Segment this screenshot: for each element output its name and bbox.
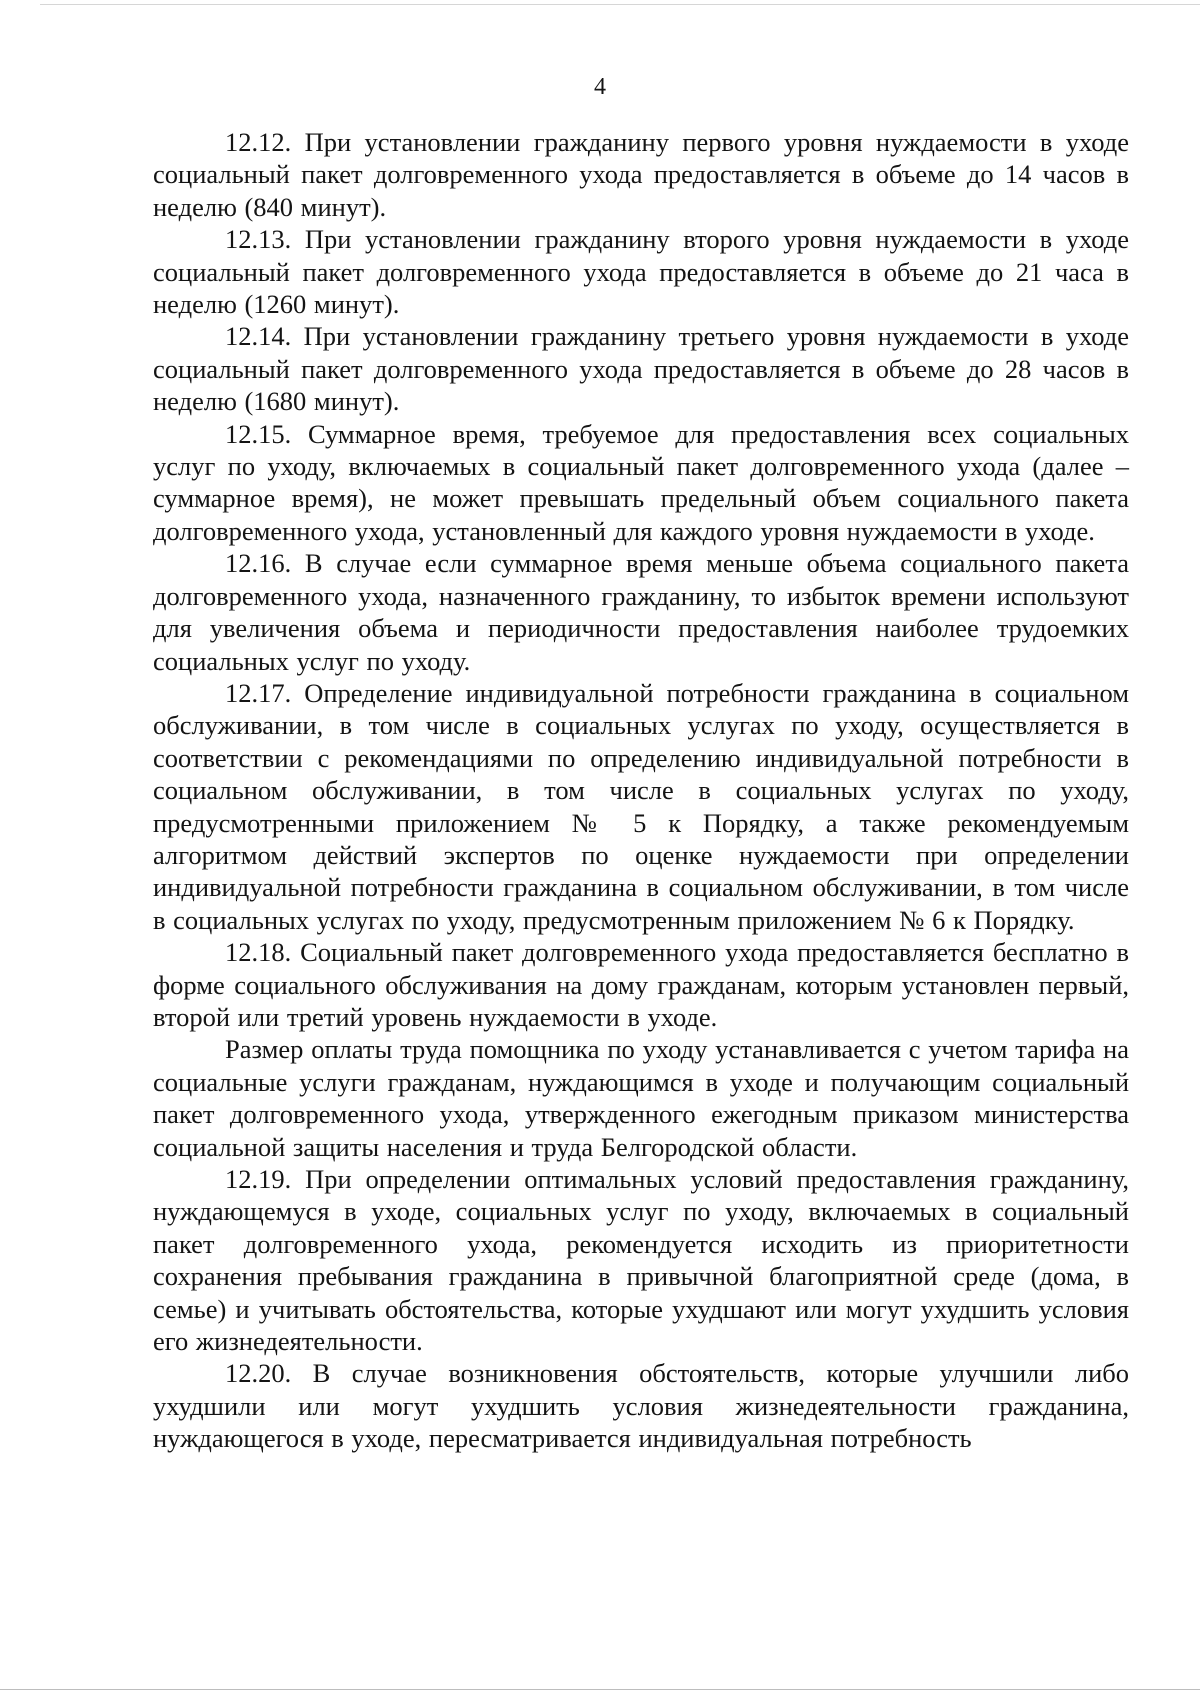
paragraph-12-17: 12.17. Определение индивидуальной потребности гражданина в социальном обслуживании, в том числе в социальных услугах по уходу, осуществляется в соответствии с рекомендациями по определению индивидуальной потребности в социальном обслуживании, в том числе в социальных услугах по уходу, предусмотренными приложением № 5 к Порядку, а также рекомендуемым алгоритмом действий экспертов по оценке нуждаемости при определении индивидуальной потребности гражданина в социальном обслуживании, в том числе в социальных услугах по уходу, предусмотренным приложением № 6 к Порядку. xyxy=(153,677,1129,935)
paragraph-payment: Размер оплаты труда помощника по уходу устанавливается с учетом тарифа на социальные услуги гражданам, нуждающимся в уходе и получающим социальный пакет долговременного ухода, утвержденного ежегодным приказом министерства социальной защиты населения и труда Белгородской области. xyxy=(153,1034,1129,1162)
paragraph-12-19: 12.19. При определении оптимальных условий предоставления гражданину, нуждающемуся в уходе, социальных услуг по уходу, включаемых в социальный пакет долговременного ухода, рекомендуется исходить из приоритетности сохранения пребывания гражданина в привычной благоприятной среде (дома, в семье) и учитывать обстоятельства, которые ухудшают или могут ухудшить условия его жизнедеятельности. xyxy=(153,1164,1129,1357)
paragraph-12-20: 12.20. В случае возникновения обстоятельств, которые улучшили либо ухудшили или могут ухудшить условия жизнедеятельности гражданина, нуждающегося в уходе, пересматривается индивидуальная потребность xyxy=(153,1358,1129,1454)
document-body xyxy=(153,126,1129,1455)
scan-edge-top xyxy=(40,4,1200,5)
paragraph-12-16: 12.16. В случае если суммарное время меньше объема социального пакета долговременного ухода, назначенного гражданину, то избыток времени используют для увеличения объема и периодичности предоставления наиболее трудоемких социальных услуг по уходу. xyxy=(153,548,1129,676)
paragraph-12-13: 12.13. При установлении гражданину второго уровня нуждаемости в уходе социальный пакет долговременного ухода предоставляется в объеме до 21 часа в неделю (1260 минут). xyxy=(153,224,1129,320)
page-number: 4 xyxy=(594,74,606,100)
scan-edge-bottom xyxy=(0,1689,1200,1690)
paragraph-12-18: 12.18. Социальный пакет долговременного ухода предоставляется бесплатно в форме социального обслуживания на дому гражданам, которым установлен первый, второй или третий уровень нуждаемости в уходе. xyxy=(153,937,1129,1032)
paragraph-12-14: 12.14. При установлении гражданину третьего уровня нуждаемости в уходе социальный пакет долговременного ухода предоставляется в объеме до 28 часов в неделю (1680 минут). xyxy=(153,321,1129,417)
paragraph-12-15: 12.15. Суммарное время, требуемое для предоставления всех социальных услуг по уходу, включаемых в социальный пакет долговременного ухода (далее – суммарное время), не может превышать предельный объем социального пакета долговременного ухода, установленный для каждого уровня нуждаемости в уходе. xyxy=(153,418,1129,546)
paragraph-12-12: 12.12. При установлении гражданину первого уровня нуждаемости в уходе социальный пакет долговременного ухода предоставляется в объеме до 14 часов в неделю (840 минут). xyxy=(153,127,1129,222)
